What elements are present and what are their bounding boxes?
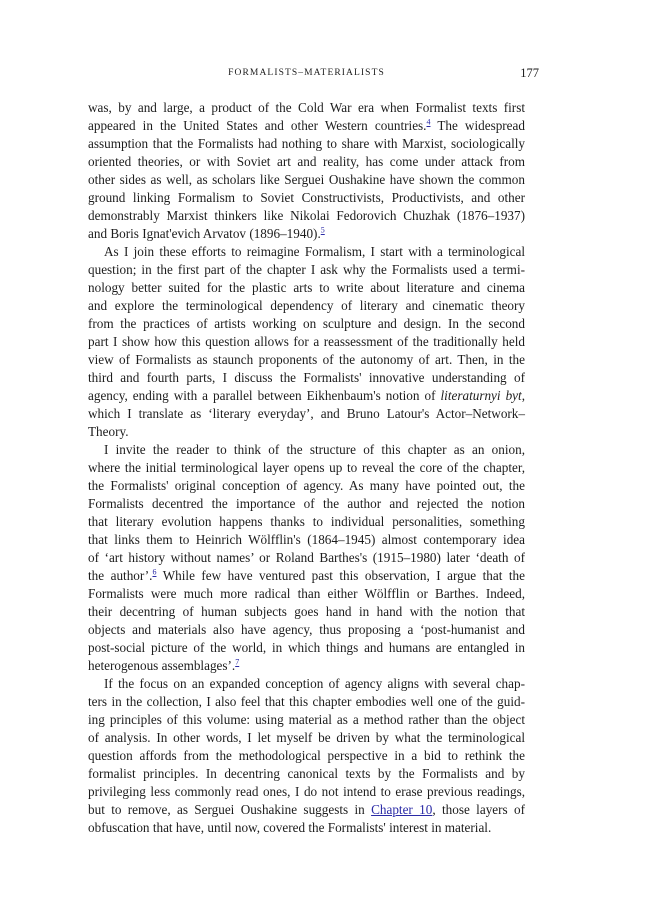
text-line: formalist principles. In decentring canonical texts by the Formalists and by <box>88 766 525 781</box>
italic-term: literaturnyi byt <box>440 388 522 403</box>
paragraph <box>88 99 525 243</box>
text-line: obfuscation that have, until now, covered the Formalists' interest in material. <box>88 820 492 835</box>
text-line: ing principles of this volume: using material as a method rather than the object <box>88 712 525 727</box>
running-title: FORMALISTS–MATERIALISTS <box>228 68 385 78</box>
text-line: question affords from the methodological perspective in a bid to rethink the <box>88 748 525 763</box>
text-line: but to remove, as Serguei Oushakine suggests in Chapter 10, those layers of <box>88 802 525 817</box>
page-number: 177 <box>520 66 539 80</box>
text-line: agency, ending with a parallel between Eikhenbaum's notion of literaturnyi byt, <box>88 388 526 403</box>
text-line: ters in the collection, I also feel that this chapter embodies well one of the guid- <box>88 694 525 709</box>
text-line: question; in the first part of the chapter I ask why the Formalists used a termi- <box>88 262 525 277</box>
text-line: from the practices of artists working on sculpture and design. In the second <box>88 316 525 331</box>
text-line: If the focus on an expanded conception of agency aligns with several chap- <box>104 676 525 691</box>
text-line: heterogenous assemblages’.$^7$ <box>88 657 240 673</box>
text-line: nology better suited for the plastic arts to write about literature and cinema <box>88 280 525 295</box>
text-line: and Boris Ignat'evich Arvatov (1896–1940).$^5$ <box>88 225 325 241</box>
text-line: demonstrably Marxist thinkers like Nikolai Fedorovich Chuzhak (1876–1937) <box>88 208 525 223</box>
paragraph <box>88 675 525 837</box>
text-line: Theory. <box>88 424 129 439</box>
text-line: Formalists were much more radical than either Wölfflin or Barthes. Indeed, <box>88 586 525 601</box>
text-line: other sides as well, as scholars like Serguei Oushakine have shown the common <box>88 172 525 187</box>
text-line: appeared in the United States and other Western countries.$^4$ The widespread <box>88 117 525 133</box>
text-line: privileging less commonly read ones, I do not intend to erase previous readings, <box>88 784 525 799</box>
running-header <box>88 66 539 82</box>
text-line: their decentring of human subjects goes hand in hand with the notion that <box>88 604 525 619</box>
text-line: part I show how this question allows for a reassessment of the traditionally held <box>88 334 525 349</box>
text-line: was, by and large, a product of the Cold War era when Formalist texts first <box>88 100 525 115</box>
document-page <box>88 0 539 917</box>
text-line: oriented theories, or with Soviet art and reality, has come under attack from <box>88 154 525 169</box>
text-line: of ‘art history without names’ or Roland Barthes's (1915–1980) later ‘death of <box>88 550 525 565</box>
text-line: the author’.$^6$ While few have ventured past this observation, I argue that the <box>88 567 525 583</box>
text-line: ground linking Formalism to Soviet Constructivists, Productivists, and other <box>88 190 525 205</box>
footnote-ref-5[interactable]: 5 <box>320 225 325 235</box>
text-line: As I join these efforts to reimagine Formalism, I start with a terminological <box>104 244 525 259</box>
text-line: third and fourth parts, I discuss the Formalists' innovative understanding of <box>88 370 525 385</box>
footnote-ref-6[interactable]: 6 <box>152 567 157 577</box>
text-line: post-social picture of the world, in which things and humans are entangled in <box>88 640 525 655</box>
text-line: assumption that the Formalists had nothing to share with Marxist, sociologically <box>88 136 525 151</box>
footnote-ref-4[interactable]: 4 <box>426 117 431 127</box>
text-line: where the initial terminological layer opens up to reveal the core of the chapter, <box>88 460 525 475</box>
text-line: and explore the terminological dependency of literary and cinematic theory <box>88 298 525 313</box>
text-line: view of Formalists as staunch proponents of the autonomy of art. Then, in the <box>88 352 525 367</box>
body-text <box>88 99 525 837</box>
chapter-link[interactable]: Chapter 10 <box>371 802 433 817</box>
text-line: I invite the reader to think of the structure of this chapter as an onion, <box>104 442 525 457</box>
text-line: objects and materials also have agency, thus proposing a ‘post-humanist and <box>88 622 525 637</box>
paragraph <box>88 441 525 675</box>
text-line: which I translate as ‘literary everyday’, and Bruno Latour's Actor–Network– <box>88 406 525 421</box>
text-line: the Formalists' original conception of agency. As many have pointed out, the <box>88 478 525 493</box>
text-line: Formalists decentred the importance of the author and rejected the notion <box>88 496 525 511</box>
footnote-ref-7[interactable]: 7 <box>235 657 240 667</box>
paragraph <box>88 243 525 441</box>
text-line: that literary evolution happens thanks to individual personalities, something <box>88 514 525 529</box>
text-line: of analysis. In other words, I let myself be driven by what the terminological <box>88 730 525 745</box>
text-line: that links them to Heinrich Wölfflin's (1864–1945) almost contemporary idea <box>88 532 525 547</box>
